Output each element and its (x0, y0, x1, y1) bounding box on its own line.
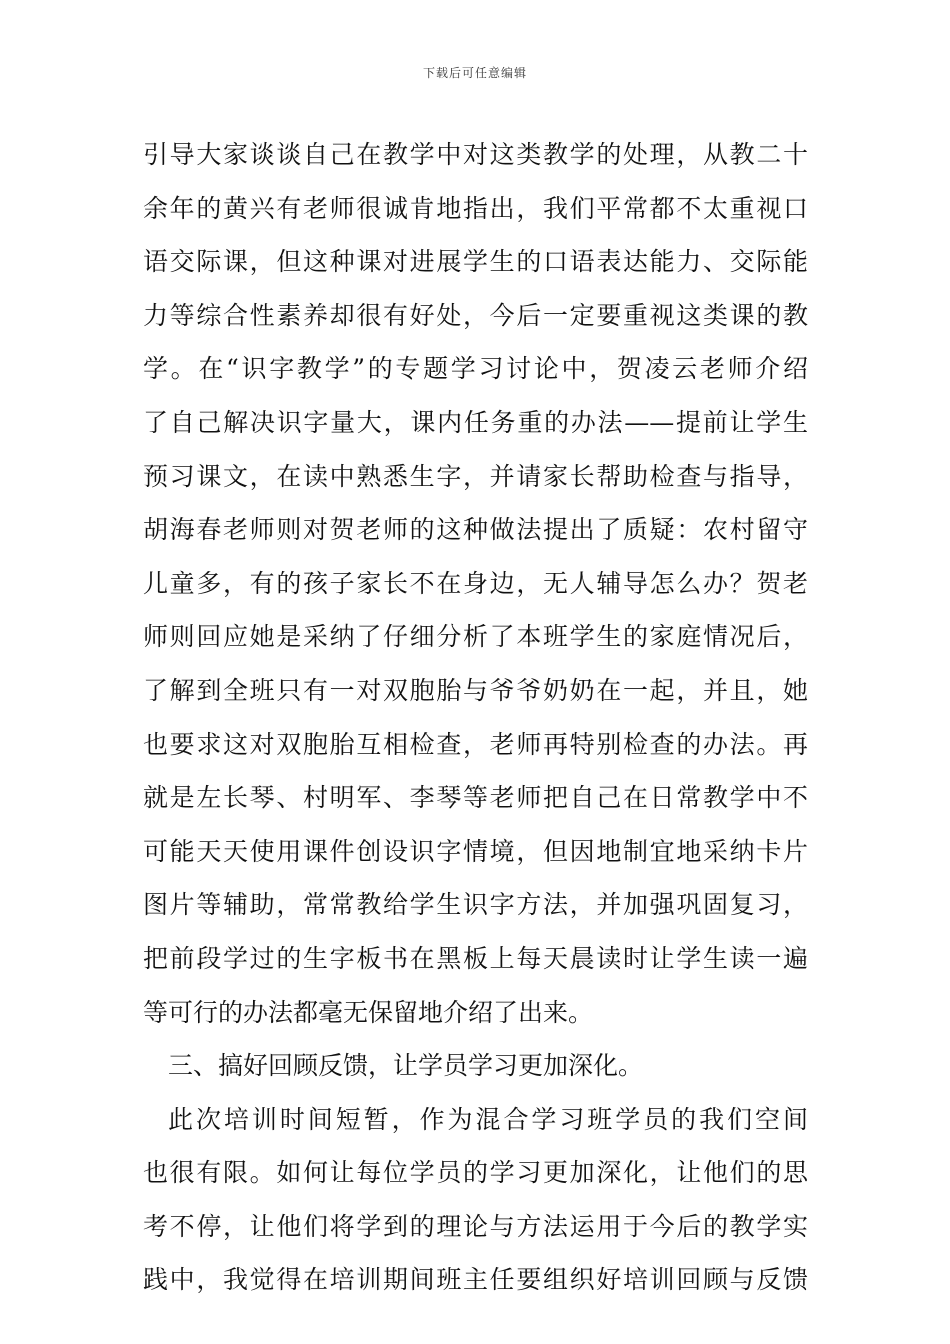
body-line: 了解到全班只有一对双胞胎与爷爷奶奶在一起，并且，她 (143, 675, 808, 705)
body-line: 图片等辅助，常常教给学生识字方法，并加强巩固复习， (143, 890, 808, 920)
body-line: 语交际课，但这种课对进展学生的口语表达能力、交际能 (143, 247, 808, 277)
page-header: 下载后可任意编辑 (422, 66, 527, 80)
section-heading: 三、搞好回顾反馈，让学员学习更加深化。 (168, 1051, 644, 1081)
body-line: 也很有限。如何让每位学员的学习更加深化，让他们的思 (143, 1158, 808, 1188)
body-line: 力等综合性素养却很有好处，今后一定要重视这类课的教 (143, 300, 808, 330)
body-line: 胡海春老师则对贺老师的这种做法提出了质疑：农村留守 (143, 515, 808, 545)
body-line: 把前段学过的生字板书在黑板上每天晨读时让学生读一遍 (143, 943, 808, 973)
body-line: 余年的黄兴有老师很诚肯地指出，我们平常都不太重视口 (143, 193, 808, 223)
body-line: 此次培训时间短暂，作为混合学习班学员的我们空间 (168, 1104, 808, 1134)
body-line: 等可行的办法都毫无保留地介绍了出来。 (143, 997, 594, 1027)
document-body (143, 128, 808, 1307)
body-line: 学。在“识字教学”的专题学习讨论中，贺凌云老师介绍 (143, 354, 808, 384)
body-line: 儿童多，有的孩子家长不在身边，无人辅导怎么办？贺老 (143, 568, 808, 598)
body-line: 预习课文，在读中熟悉生字，并请家长帮助检查与指导， (143, 461, 808, 491)
body-line: 可能天天使用课件创设识字情境，但因地制宜地采纳卡片 (143, 836, 808, 866)
body-line: 引导大家谈谈自己在教学中对这类教学的处理，从教二十 (143, 140, 808, 169)
body-line: 也要求这对双胞胎互相检查，老师再特别检查的办法。再 (143, 729, 808, 759)
body-line: 就是左长琴、村明军、李琴等老师把自己在日常教学中不 (143, 783, 808, 813)
body-line: 践中，我觉得在培训期间班主任要组织好培训回顾与反馈 (143, 1265, 808, 1295)
body-line: 师则回应她是采纳了仔细分析了本班学生的家庭情况后， (143, 622, 808, 652)
body-line: 考不停，让他们将学到的理论与方法运用于今后的教学实 (143, 1211, 808, 1241)
body-line: 了自己解决识字量大，课内任务重的办法——提前让学生 (143, 407, 808, 437)
